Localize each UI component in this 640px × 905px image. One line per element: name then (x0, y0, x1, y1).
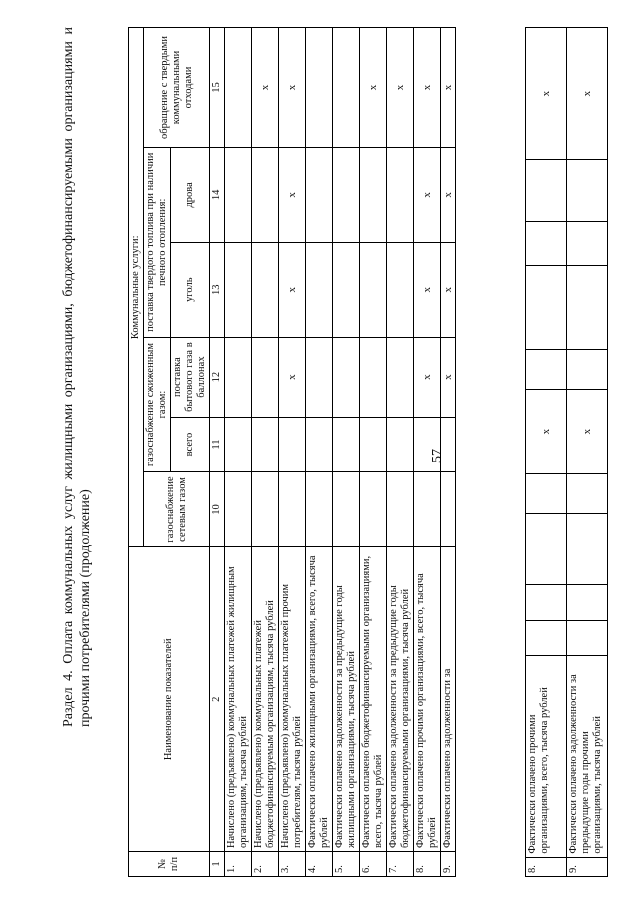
row-number: 4. (306, 852, 333, 877)
row-number: 9. (441, 852, 456, 877)
header-group: Коммунальные услуги: (129, 28, 144, 547)
column-number: 15 (210, 28, 225, 148)
value-cell (225, 242, 252, 337)
value-cell: x (441, 147, 456, 242)
value-cell (306, 472, 333, 547)
value-cell (225, 28, 252, 148)
value-cell (360, 242, 387, 337)
value-cell: x (441, 242, 456, 337)
header-lpg: газоснабжение сжиженным газом: (144, 337, 171, 472)
value-cell: x (414, 147, 441, 242)
value-cell (526, 474, 567, 514)
value-cell: x (252, 28, 279, 148)
value-cell (252, 337, 279, 417)
value-cell: x (567, 390, 608, 474)
utilities-payment-table (128, 27, 456, 877)
value-cell (526, 266, 567, 350)
value-cell (567, 222, 608, 266)
row-name: Фактически оплачено прочими организациями, всего, тысяча рублей (526, 656, 567, 857)
value-cell (252, 417, 279, 472)
row-name: Фактически оплачено бюджетофинансируемыми организациями, всего, тысяча рублей (360, 547, 387, 852)
table-row (441, 28, 456, 877)
value-cell: x (360, 28, 387, 148)
value-cell (252, 242, 279, 337)
page-number: 57 (430, 449, 445, 463)
value-cell (306, 28, 333, 148)
value-cell: x (526, 28, 567, 160)
value-cell: x (567, 28, 608, 160)
value-cell: x (441, 337, 456, 417)
value-cell (279, 472, 306, 547)
table-row (387, 28, 414, 877)
table-row (526, 28, 567, 877)
row-name: Фактически оплачено прочими организациями, всего, тысяча рублей (414, 547, 441, 852)
value-cell (526, 620, 567, 656)
header-coal: уголь (171, 242, 210, 337)
column-number: 14 (210, 147, 225, 242)
value-cell (387, 337, 414, 417)
value-cell (333, 147, 360, 242)
row-number: 3. (279, 852, 306, 877)
value-cell (441, 417, 456, 472)
value-cell (360, 337, 387, 417)
value-cell (387, 417, 414, 472)
row-number: 1. (225, 852, 252, 877)
value-cell: x (526, 390, 567, 474)
value-cell (360, 472, 387, 547)
row-number: 5. (333, 852, 360, 877)
row-name: Начислено (предъявлено) коммунальных платежей жилищным организациям, тысяча рублей (225, 547, 252, 852)
row-name: Фактически оплачено задолженности за (441, 547, 456, 852)
row-number: 2. (252, 852, 279, 877)
header-name: Наименование показателей (129, 547, 210, 852)
row-name: Начислено (предъявлено) коммунальных платежей бюджетофинансируемым организациям, тысяча рублей (252, 547, 279, 852)
row-name: Фактически оплачено задолженности за предыдущие годы прочими организациями, тысяча рублей (567, 656, 608, 857)
value-cell (225, 337, 252, 417)
column-number: 11 (210, 417, 225, 472)
row-number: 9. (567, 857, 608, 876)
row-number: 8. (526, 857, 567, 876)
table-row (279, 28, 306, 877)
column-number: 10 (210, 472, 225, 547)
value-cell (387, 242, 414, 337)
table-row (225, 28, 252, 877)
value-cell: x (279, 28, 306, 148)
column-number: 13 (210, 242, 225, 337)
value-cell: x (414, 28, 441, 148)
value-cell (333, 472, 360, 547)
header-waste: обращение с твердыми коммунальными отходами (144, 28, 210, 148)
continuation-table (525, 27, 608, 877)
header-lpg-bottled: поставка бытового газа в баллонах (171, 337, 210, 417)
value-cell (526, 222, 567, 266)
header-firewood: дрова (171, 147, 210, 242)
value-cell: x (441, 28, 456, 148)
value-cell (441, 472, 456, 547)
column-number: 1 (210, 852, 225, 877)
value-cell (567, 514, 608, 585)
value-cell (333, 28, 360, 148)
value-cell (252, 147, 279, 242)
value-cell (306, 242, 333, 337)
value-cell (387, 472, 414, 547)
table-row (360, 28, 387, 877)
row-number: 6. (360, 852, 387, 877)
value-cell (414, 472, 441, 547)
value-cell: x (279, 242, 306, 337)
section-heading: Раздел 4. Оплата коммунальных услуг жилищными организациями, бюджетофинансируемыми организациями и прочими потребителями (продолжение) (61, 27, 93, 727)
value-cell (526, 160, 567, 222)
value-cell (387, 147, 414, 242)
value-cell: x (414, 337, 441, 417)
value-cell (279, 417, 306, 472)
table-row (414, 28, 441, 877)
value-cell (567, 266, 608, 350)
value-cell (333, 337, 360, 417)
row-name: Фактически оплачено задолженности за предыдущие годы жилищными организациями, тысяча рублей (333, 547, 360, 852)
value-cell: x (387, 28, 414, 148)
value-cell (306, 147, 333, 242)
value-cell (225, 147, 252, 242)
value-cell (360, 417, 387, 472)
value-cell (414, 417, 441, 472)
value-cell (567, 160, 608, 222)
table-row (567, 28, 608, 877)
header-gas-network: газоснабжение сетевым газом (144, 472, 210, 547)
row-number: 7. (387, 852, 414, 877)
value-cell (567, 584, 608, 620)
value-cell (225, 417, 252, 472)
column-number: 12 (210, 337, 225, 417)
row-name: Начислено (предъявлено) коммунальных платежей прочим потребителям, тысяча рублей (279, 547, 306, 852)
header-lpg-total: всего (171, 417, 210, 472)
value-cell (333, 242, 360, 337)
value-cell: x (279, 337, 306, 417)
column-number: 2 (210, 547, 225, 852)
value-cell (252, 472, 279, 547)
value-cell: x (414, 242, 441, 337)
value-cell (306, 337, 333, 417)
value-cell (567, 620, 608, 656)
value-cell (526, 514, 567, 585)
row-name: Фактически оплачено задолженности за предыдущие годы бюджетофинансируемыми организациями, тысяча рублей (387, 547, 414, 852)
row-number: 8. (414, 852, 441, 877)
value-cell (526, 584, 567, 620)
value-cell (526, 349, 567, 389)
value-cell (360, 147, 387, 242)
header-num: № п/п (129, 852, 210, 877)
table-row (252, 28, 279, 877)
header-solid-fuel: поставка твердого топлива при наличии печного отопления: (144, 147, 171, 337)
value-cell (225, 472, 252, 547)
value-cell (567, 474, 608, 514)
value-cell (306, 417, 333, 472)
value-cell: x (279, 147, 306, 242)
table-row (306, 28, 333, 877)
value-cell (567, 349, 608, 389)
row-name: Фактически оплачено жилищными организациями, всего, тысяча рублей (306, 547, 333, 852)
value-cell (333, 417, 360, 472)
table-row (333, 28, 360, 877)
